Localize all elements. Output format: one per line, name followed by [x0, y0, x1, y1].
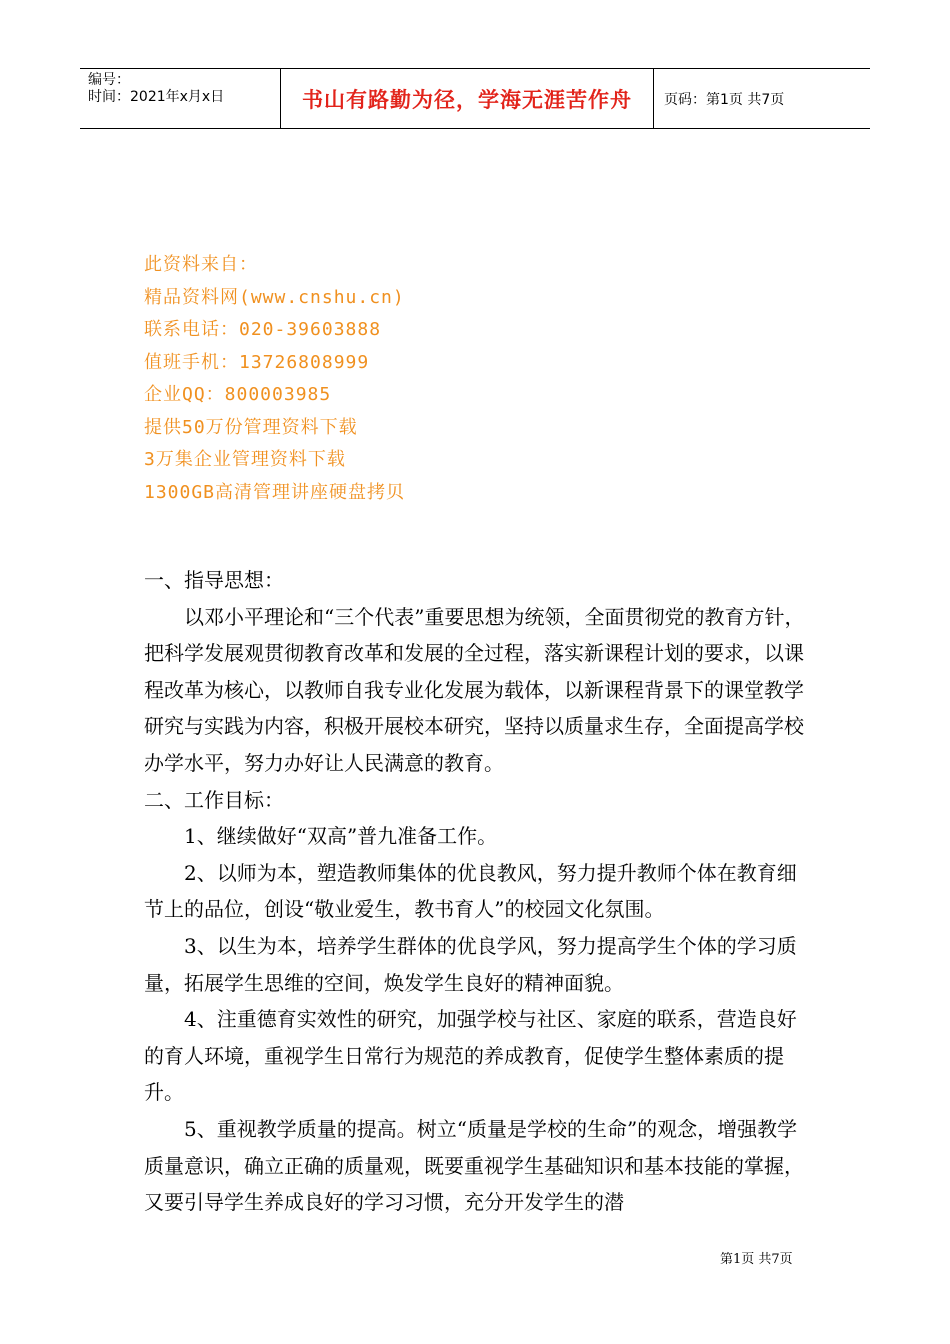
- source-line: 值班手机：13726808999: [144, 351, 370, 373]
- source-line: 此资料来自：: [144, 254, 258, 275]
- section-heading: 一、指导思想：: [144, 568, 284, 592]
- header-meta: [80, 69, 281, 128]
- goal-item: 1、继续做好“双高”普九准备工作。: [184, 824, 498, 849]
- source-line: 3万集企业管理资料下载: [144, 449, 346, 470]
- header-page-number: 页码：第1页 共7页: [664, 91, 785, 108]
- paragraph: 以邓小平理论和“三个代表”重要思想为统领，全面贯彻党的教育方针，把科学发展观贯彻教育改革和发展的全过程，落实新课程计划的要求，以课程改革为核心，以教师自我专业化发展为载体，以新课程背景下的课堂教学研究与实践为内容，积极开展校本研究，坚持以质量求生存，全面提高学校办学水平，努力办好让人民满意的教育。: [144, 604, 805, 775]
- goal-item: 2、以师为本，塑造教师集体的优良教风，努力提升教师个体在教育细节上的品位，创设“敬业爱生，教书育人”的校园文化氛围。: [144, 860, 797, 922]
- footer-page-number: 第1页 共7页: [720, 1252, 793, 1267]
- header-date: 时间：2021年x月x日: [88, 89, 225, 105]
- header-number: 编号：: [88, 72, 130, 88]
- header-motto: 书山有路勤为径，学海无涯苦作舟: [302, 87, 632, 112]
- page-footer: [720, 1248, 793, 1267]
- goal-item: 3、以生为本，培养学生群体的优良学风，努力提高学生个体的学习质量，拓展学生思维的空间，焕发学生良好的精神面貌。: [144, 933, 797, 995]
- document-body: [144, 562, 812, 1221]
- source-line: 精品资料网(www.cnshu.cn): [144, 286, 405, 308]
- source-line: 联系电话：020-39603888: [144, 319, 382, 340]
- goal-item: 4、注重德育实效性的研究，加强学校与社区、家庭的联系，营造良好的育人环境，重视学生日常行为规范的养成教育，促使学生整体素质的提升。: [144, 1007, 797, 1105]
- goal-item: 5、重视教学质量的提高。树立“质量是学校的生命”的观念，增强教学质量意识，确立正确的质量观，既要重视学生基础知识和基本技能的掌握，又要引导学生养成良好的学习习惯，充分开发学生的潜: [144, 1116, 804, 1215]
- source-line: 提供50万份管理资料下载: [144, 416, 358, 438]
- header-motto-cell: [281, 69, 654, 128]
- source-line: 企业QQ：800003985: [144, 384, 332, 405]
- header-page-cell: [654, 69, 870, 128]
- source-line: 1300GB高清管理讲座硬盘拷贝: [144, 481, 406, 503]
- source-info-block: [144, 249, 405, 509]
- section-heading: 二、工作目标：: [144, 787, 284, 812]
- page-header: [80, 68, 870, 129]
